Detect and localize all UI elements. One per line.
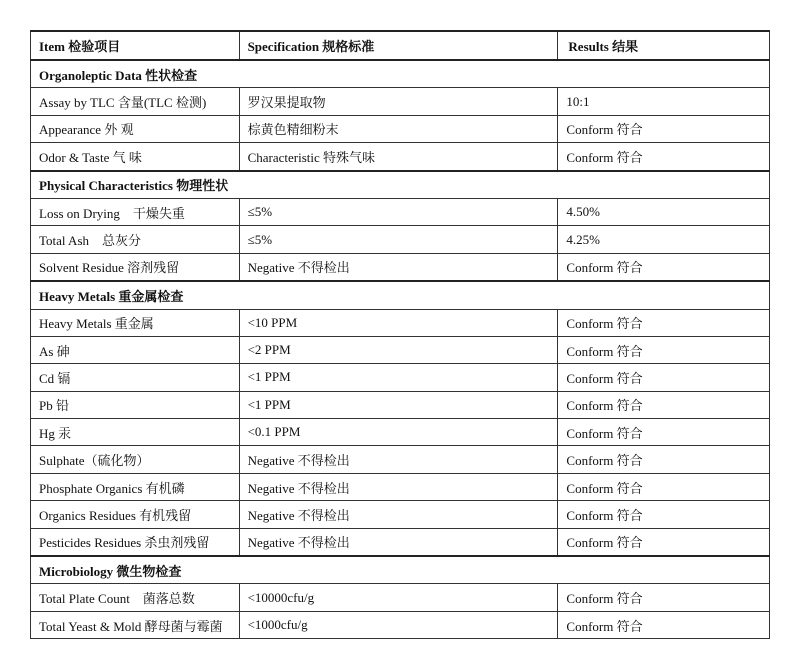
specification-cell: Negative 不得检出 <box>239 473 558 500</box>
result-cell: Conform 符合 <box>558 501 770 528</box>
item-cell: Phosphate Organics 有机磷 <box>31 473 240 500</box>
result-cell: Conform 符合 <box>558 253 770 281</box>
result-cell: Conform 符合 <box>558 528 770 556</box>
specification-cell: <1 PPM <box>239 391 558 418</box>
specification-cell: 罗汉果提取物 <box>239 88 558 115</box>
item-cell: Appearance 外 观 <box>31 115 240 142</box>
specification-cell: <10000cfu/g <box>239 584 558 611</box>
specification-cell: ≤5% <box>239 226 558 253</box>
table-row <box>31 253 770 281</box>
item-cell: Pesticides Residues 杀虫剂残留 <box>31 528 240 556</box>
header-results: Results 结果 <box>558 31 770 60</box>
section-header <box>31 281 770 309</box>
specification-cell: <10 PPM <box>239 309 558 336</box>
table-header <box>31 31 770 60</box>
item-cell: Odor & Taste 气 味 <box>31 143 240 171</box>
section-header <box>31 171 770 199</box>
item-cell: Organics Residues 有机残留 <box>31 501 240 528</box>
specification-table <box>30 30 770 639</box>
item-cell: Assay by TLC 含量(TLC 检测) <box>31 88 240 115</box>
table-row <box>31 528 770 556</box>
result-cell: Conform 符合 <box>558 473 770 500</box>
item-cell: Sulphate（硫化物） <box>31 446 240 473</box>
table-row <box>31 198 770 225</box>
result-cell: Conform 符合 <box>558 364 770 391</box>
section-header <box>31 556 770 584</box>
specification-cell: <2 PPM <box>239 336 558 363</box>
item-cell: Total Ash 总灰分 <box>31 226 240 253</box>
specification-cell: Negative 不得检出 <box>239 501 558 528</box>
section-title: Heavy Metals 重金属检查 <box>31 281 770 309</box>
specification-cell: Negative 不得检出 <box>239 528 558 556</box>
specification-cell: Negative 不得检出 <box>239 446 558 473</box>
table-row <box>31 419 770 446</box>
result-cell: Conform 符合 <box>558 446 770 473</box>
header-item: Item 检验项目 <box>31 31 240 60</box>
result-cell: Conform 符合 <box>558 419 770 446</box>
specification-cell: ≤5% <box>239 198 558 225</box>
table-row <box>31 115 770 142</box>
table-row <box>31 501 770 528</box>
item-cell: Pb 铅 <box>31 391 240 418</box>
result-cell: 10:1 <box>558 88 770 115</box>
table-row <box>31 391 770 418</box>
table-row <box>31 473 770 500</box>
item-cell: Solvent Residue 溶剂残留 <box>31 253 240 281</box>
section-title: Physical Characteristics 物理性状 <box>31 171 770 199</box>
specification-cell: <1000cfu/g <box>239 611 558 638</box>
specification-cell: <1 PPM <box>239 364 558 391</box>
item-cell: As 砷 <box>31 336 240 363</box>
section-title: Microbiology 微生物检查 <box>31 556 770 584</box>
table-row <box>31 143 770 171</box>
table-row <box>31 309 770 336</box>
specification-cell: Characteristic 特殊气味 <box>239 143 558 171</box>
table-row <box>31 88 770 115</box>
table-row <box>31 584 770 611</box>
result-cell: Conform 符合 <box>558 611 770 638</box>
result-cell: Conform 符合 <box>558 336 770 363</box>
item-cell: Total Plate Count 菌落总数 <box>31 584 240 611</box>
result-cell: Conform 符合 <box>558 391 770 418</box>
item-cell: Heavy Metals 重金属 <box>31 309 240 336</box>
result-cell: Conform 符合 <box>558 309 770 336</box>
section-title: Organoleptic Data 性状检查 <box>31 60 770 88</box>
item-cell: Total Yeast & Mold 酵母菌与霉菌 <box>31 611 240 638</box>
section-header <box>31 60 770 88</box>
result-cell: Conform 符合 <box>558 115 770 142</box>
item-cell: Loss on Drying 干燥失重 <box>31 198 240 225</box>
result-cell: 4.50% <box>558 198 770 225</box>
table-row <box>31 364 770 391</box>
table-row <box>31 226 770 253</box>
table-row <box>31 611 770 638</box>
item-cell: Cd 镉 <box>31 364 240 391</box>
table-row <box>31 336 770 363</box>
header-specification: Specification 规格标准 <box>239 31 558 60</box>
result-cell: Conform 符合 <box>558 584 770 611</box>
item-cell: Hg 汞 <box>31 419 240 446</box>
specification-cell: 棕黄色精细粉末 <box>239 115 558 142</box>
specification-cell: <0.1 PPM <box>239 419 558 446</box>
result-cell: Conform 符合 <box>558 143 770 171</box>
result-cell: 4.25% <box>558 226 770 253</box>
specification-cell: Negative 不得检出 <box>239 253 558 281</box>
table-row <box>31 446 770 473</box>
